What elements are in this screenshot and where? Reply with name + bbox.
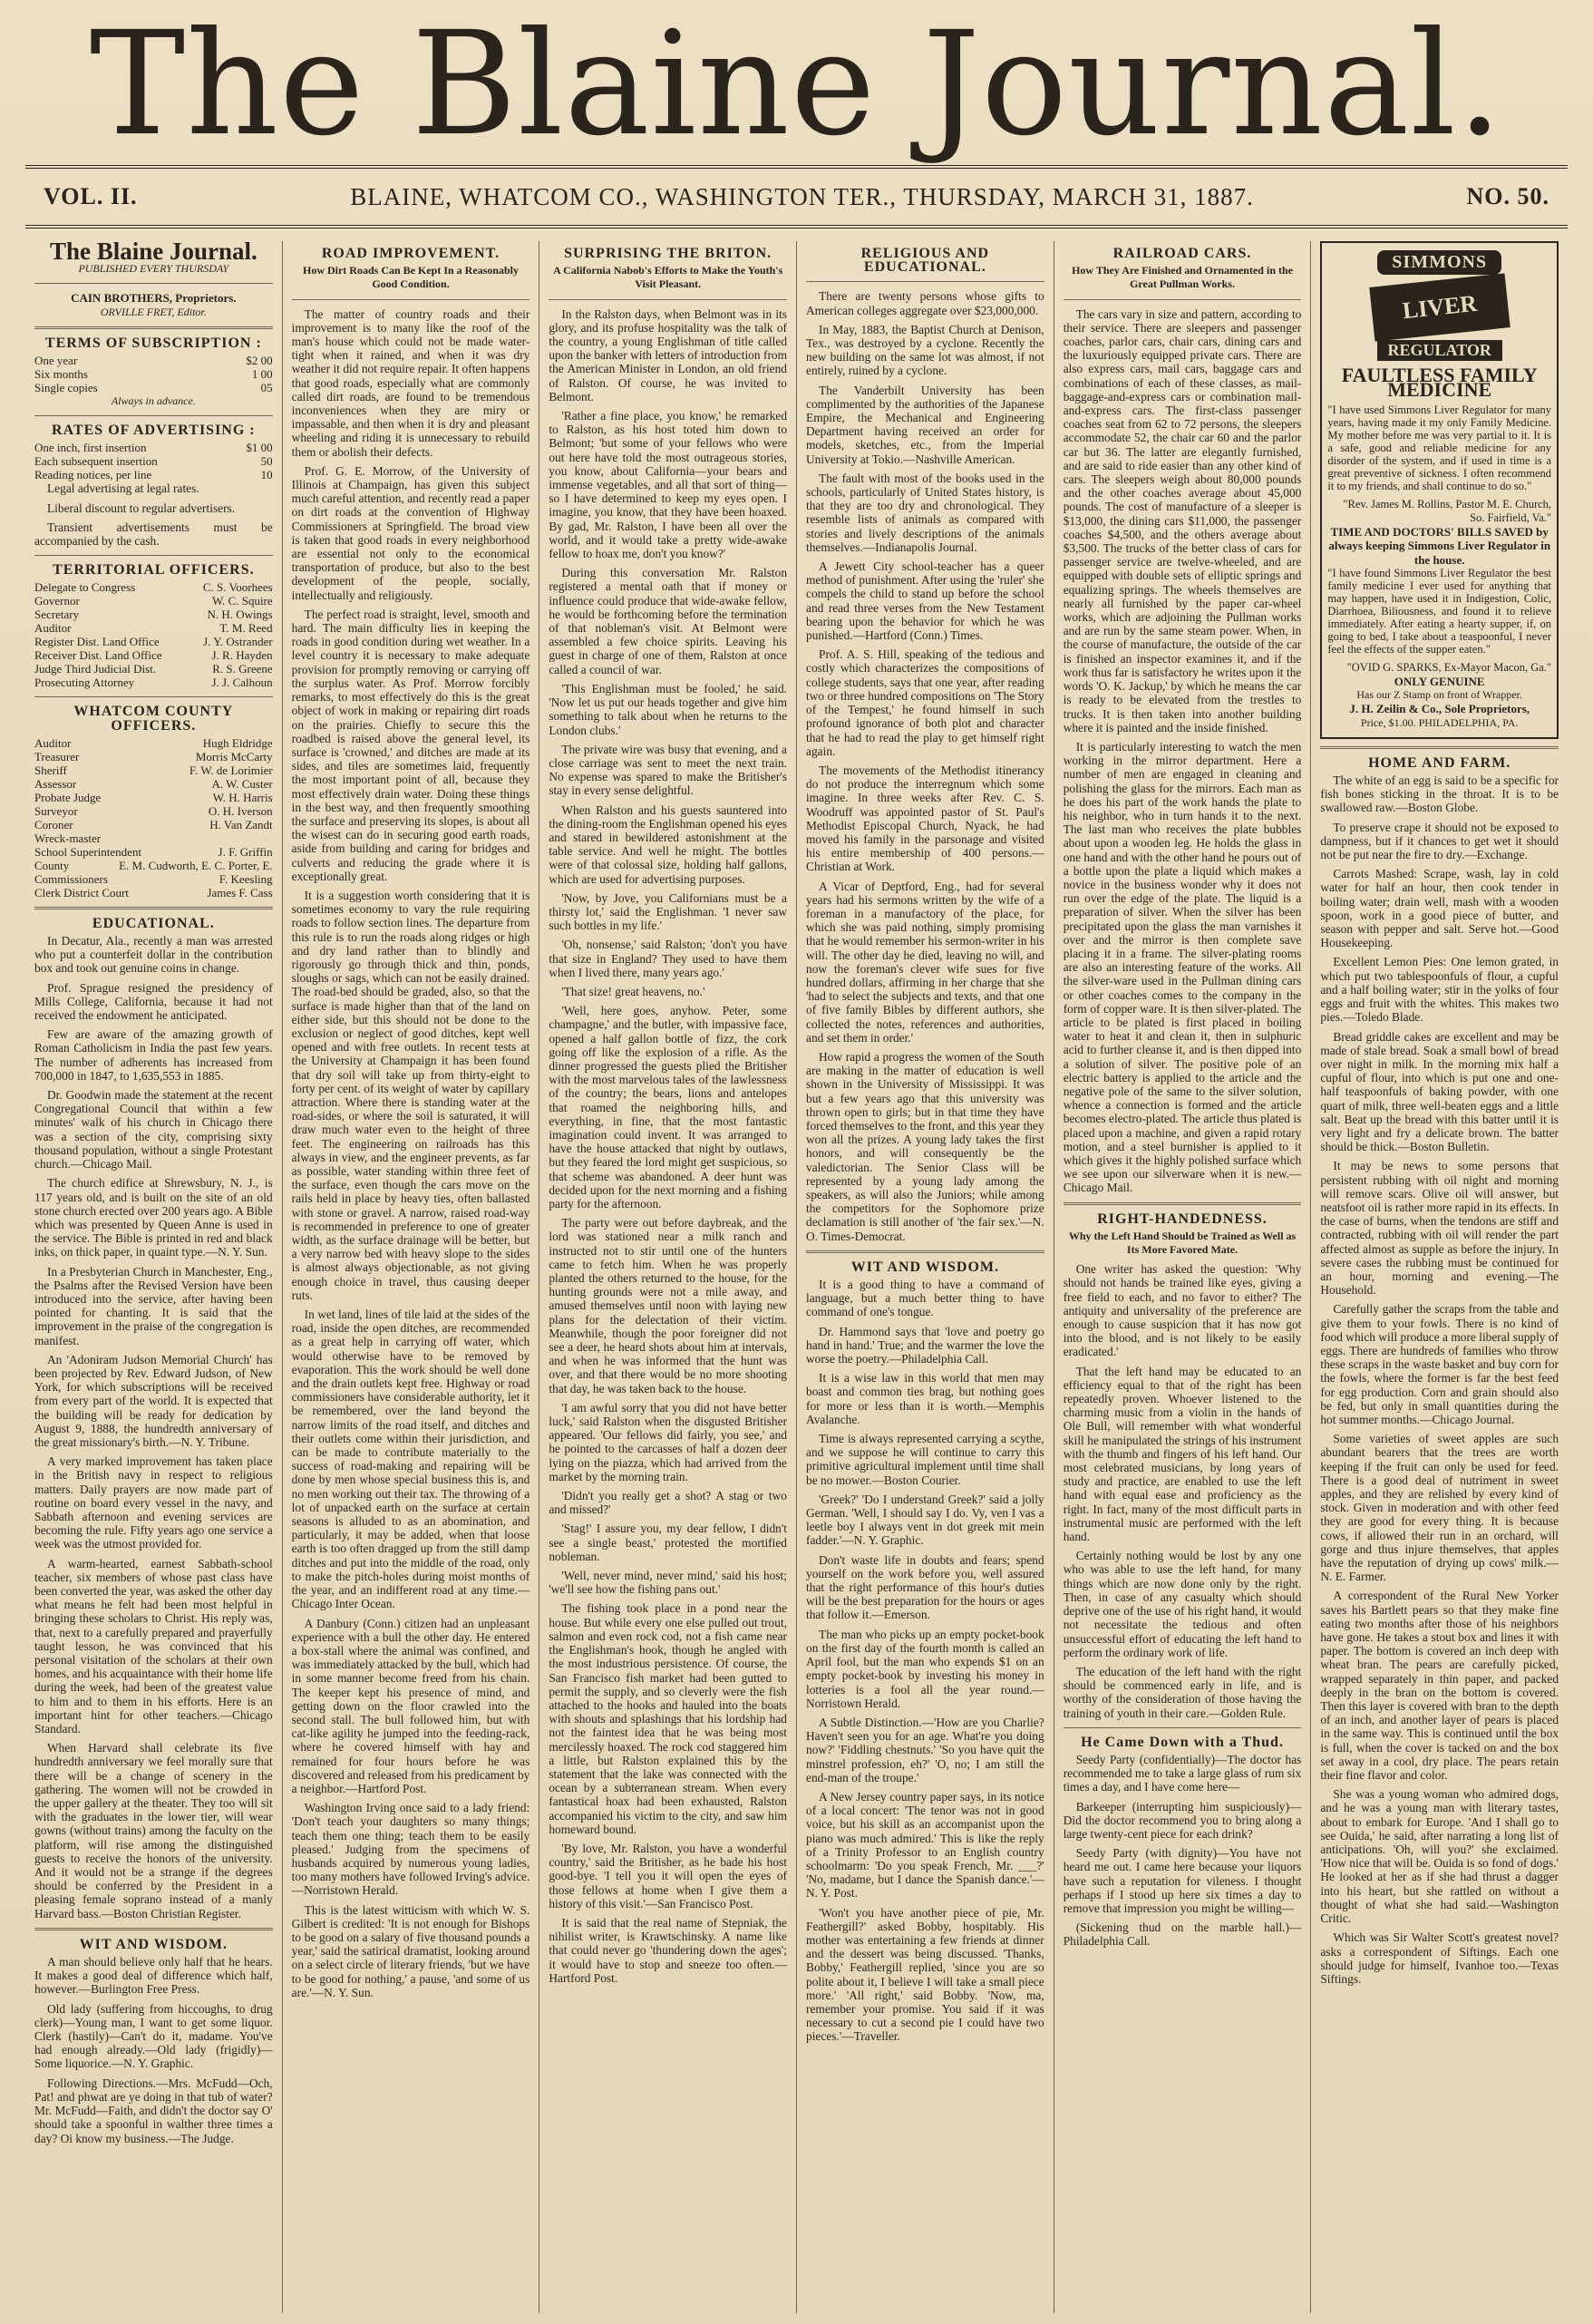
county-officer-label: County Commissioners xyxy=(34,858,108,886)
rates-row xyxy=(34,441,273,454)
editor: ORVILLE FRET, Editor. xyxy=(100,305,207,318)
road-subheading: How Dirt Roads Can Be Kept In a Reasonably Good Condition. xyxy=(302,264,520,291)
educational-item: A very marked improvement has taken place in the British navy in respect to religious matters. Daily prayers are now made part of routine on board every vessel in the navy, and Sabbath afternoon and evening services are becoming the rule. Fifty years ago one service a week was the utmost provided for. xyxy=(34,1454,273,1551)
county-officer xyxy=(34,818,273,831)
territorial-heading: TERRITORIAL OFFICERS. xyxy=(53,562,255,579)
ad-time-heading: TIME AND DOCTORS' BILLS SAVED by always keeping Simmons Liver Regulator in the house. xyxy=(1328,525,1551,567)
county-officer-label: Coroner xyxy=(34,817,73,831)
ad-regulator: REGULATOR xyxy=(1377,340,1502,361)
briton-paragraph: 'Now, by Jove, you Californians must be a thirsty lot,' said the Englishman. 'I never saw such bottles in my life.' xyxy=(549,890,788,933)
religious-item: The fault with most of the books used in the schools, particularly of United States history, is that they are too dry and chronological. They resemble lists of animals as compared with stories and lively descriptions of the animals themselves.—Indianapolis Journal. xyxy=(806,471,1044,554)
home-farm-item: It may be news to some persons that persistent rubbing with oil night and morning will remove scars. Olive oil will answer, but neatsfoot oil is rather more rapid in its effects. In the case of burns, when the tendons are stiff and contracted, rubbing with oil will render the part affected almost as supple as before the injury. In severe cases the rubbing must be continued for an hour, morning and evening.—The Household. xyxy=(1320,1159,1559,1298)
briton-paragraph: 'Rather a fine place, you know,' he remarked to Ralston, as his host toted him down to Belmont; 'but some of your fellows who were out here have told the most outrageous stories, you know, about California—your bears and immense vegetables, and all that sort of thing—so I have determined to keep my eyes open. I imagine, you know, that they have been hoaxed. By gad, Mr. Ralston, I have been all over the world, and it would take a pretty wide-awake fellow to hoax me, don't you know?' xyxy=(549,409,788,561)
column-3 xyxy=(539,241,797,2313)
home-farm-item: The white of an egg is said to be a specific for fish bones sticking in the throat. It is to be swallowed raw.—Boston Globe. xyxy=(1320,773,1559,815)
right-handedness-paragraph: Certainly nothing would be lost by any one who was able to use the left hand, for many things which are now done only by the right. Then, in case of any casualty which should deprive one of the use of his right hand, it would not necessitate the tedious and often unsuccessful effort of educating the left hand to perform the ordinary work of life. xyxy=(1063,1549,1302,1659)
ad-price: Price, $1.00. PHILADELPHIA, PA. xyxy=(1360,715,1519,729)
rates-list xyxy=(34,441,273,481)
territorial-officer-label: Delegate to Congress xyxy=(34,580,136,595)
column-4 xyxy=(797,241,1054,2313)
territorial-officer xyxy=(34,662,273,676)
terms-list xyxy=(34,354,273,394)
religious-item: A Vicar of Deptford, Eng., had for several years had his sermons written by the wife of a foreman in a manufactory of the place, for which she was paid nothing, simply promising that he would remember his sermon-writer in his will. The other day he died, leaving no will, and now the foreman's clever wife sues for five hundred dollars, affirming in her charge that she 'had to select the subjects and texts, and that one of five family Bibles by different authors, she collected the notes, references and authorities, and set them in order.' xyxy=(806,879,1044,1045)
educational-item: The church edifice at Shrewsbury, N. J., is 117 years old, and is built on the site of an old stone church erected over 200 years ago. A Bible which was presented by Queen Anne is used in the service. The Bible is printed in red and black inks, on thick paper, in quaint type.—N. Y. Sun. xyxy=(34,1176,273,1259)
terms-row-value: 1 00 xyxy=(251,367,273,382)
briton-subheading: A California Nabob's Efforts to Make the Youth's Visit Pleasant. xyxy=(553,264,783,291)
home-farm-item: Some varieties of sweet apples are such abundant bearers that the trees are worth keeping if the fruit can only be used for feed. There is a good deal of nutriment in sweet apples, and they are relished by every kind of stock. Given in moderation and with other feed they are good for every thing. It is because cows, if allowed their run in an orchard, will gorge and thus injure themselves, that apples have the reputation of drying up cows' milk.—N. E. Farmer. xyxy=(1320,1432,1559,1584)
briton-paragraph: 'Well, here goes, anyhow. Peter, some champagne,' and the butler, with impassive face, opened a half gallon bottle of fizz, the cork going off like the explosion of a rifle. As the dinner progressed the guests plied the Britisher with the most marvelous tales of the lawlessness of the country; the bears, lions and antelopes that roamed the neighboring hills, and everything, in fine, that the most fantastic imagination could invent. It was arranged to have the house attacked that night by outlaws, but they feared the lord might get suspicious, so that scheme was abandoned. A deer hunt was decided upon for the next morning and a fishing party for the afternoon. xyxy=(549,1004,788,1211)
county-officer-value: A. W. Custer xyxy=(211,776,273,791)
territorial-officer-value: W. C. Squire xyxy=(211,594,273,608)
ad-stamp: Has our Z Stamp on front of Wrapper. xyxy=(1356,688,1522,702)
territorial-officer xyxy=(34,676,273,689)
ad-maker: J. H. Zeilin & Co., Sole Proprietors, xyxy=(1349,702,1530,716)
territorial-officer-label: Receiver Dist. Land Office xyxy=(34,648,162,663)
educational-items xyxy=(34,934,273,1920)
columns xyxy=(25,241,1568,2313)
county-officer xyxy=(34,804,273,818)
county-officer xyxy=(34,763,273,777)
right-handedness-subheading: Why the Left Hand Should be Trained as Well as Its More Favored Mate. xyxy=(1068,1229,1297,1257)
county-officer-value: E. M. Cudworth, E. C. Porter, E. F. Keesling xyxy=(119,858,273,886)
home-farm-item: Carrots Mashed: Scrape, wash, lay in cold water for half an hour, then cook tender in boiling water; drain well, mash with a wooden spoon, work in a good piece of butter, and season with pepper and salt. Serve hot.—Good Housekeeping. xyxy=(1320,867,1559,950)
terms-note: Always in advance. xyxy=(111,394,196,408)
county-officer xyxy=(34,791,273,804)
county-officer-value: James F. Cass xyxy=(207,885,273,899)
educational-item: When Harvard shall celebrate its five hundredth anniversary we feel morally sure that there will be a change of scenery in the gathering. The women will not be crowded in the upper gallery at the theater. They too will sit with the graduates in the lower tier, will wear gowns (without trains) among the faculty on the platform, will rise among the distinguished guests to receive the honors of the university. And it would not be a strange if the degrees should be conferred by the President in a pleasing female soprano instead of a manly Harvard bass.—Boston Christian Register. xyxy=(34,1741,273,1920)
home-farm-item: Carefully gather the scraps from the table and give them to your fowls. There is no kind of food which will produce a more liberal supply of eggs. There are hundreds of families who throw these scraps in the waste basket and buy corn for the fowls, where the former is far the best feed for egg production. Corn and grain should also be fed, but only in small quantities during the hot summer months.—Chicago Journal. xyxy=(1320,1302,1559,1426)
rates-row-label: Reading notices, per line xyxy=(34,468,152,482)
county-officer-value: J. F. Griffin xyxy=(218,844,273,859)
terms-row-label: Six months xyxy=(34,367,88,382)
right-handedness-heading: RIGHT-HANDEDNESS. xyxy=(1097,1211,1268,1227)
wit-item: Time is always represented carrying a scythe, and we suppose he will continue to carry this primitive agricultural implement until time shall be no mower.—Boston Courier. xyxy=(806,1432,1044,1487)
rates-row-label: Each subsequent insertion xyxy=(34,454,158,469)
county-officer-value: W. H. Harris xyxy=(212,790,273,804)
wit-item: Following Directions.—Mrs. McFudd—Och, Pat! and phwat are ye doing in that tub of water? Mr. McFudd—Faith, and didn't the doctor say O' should take a spoonful in walther three times a day? Oi know my business.—The Judge. xyxy=(34,2076,273,2145)
county-officer-value: O. H. Iverson xyxy=(208,803,273,818)
county-officer xyxy=(34,859,273,886)
religious-item: A Jewett City school-teacher has a queer method of punishment. After using the 'ruler' she compels the child to stand up before the school and read three verses from the New Testament bearing upon the behavior for which he was punished.—Hartford (Conn.) Times. xyxy=(806,559,1044,643)
educational-heading: EDUCATIONAL. xyxy=(92,915,215,931)
territorial-officer-label: Register Dist. Land Office xyxy=(34,635,160,649)
terms-row-value: $2 00 xyxy=(246,354,273,368)
wit-heading-1: WIT AND WISDOM. xyxy=(79,1936,228,1952)
county-heading: WHATCOM COUNTY OFFICERS. xyxy=(73,704,234,734)
wit-item: It is a good thing to have a command of language, but a much better thing to have command of one's tongue. xyxy=(806,1278,1044,1319)
briton-paragraph: 'Stag!' I assure you, my dear fellow, I didn't see a single beast,' protested the mortified nobleman. xyxy=(549,1522,788,1563)
place-date: BLAINE, WHATCOM CO., WASHINGTON TER., THURSDAY, MARCH 31, 1887. xyxy=(350,182,1254,210)
territorial-officer-label: Governor xyxy=(34,594,80,608)
county-officer xyxy=(34,736,273,750)
county-officer xyxy=(34,845,273,859)
column-6 xyxy=(1311,241,1568,2313)
territorial-officer xyxy=(34,635,273,648)
territorial-officer xyxy=(34,621,273,635)
briton-paragraph: The party were out before daybreak, and the lord was stationed near a milk ranch and instructed not to stir until one of the hunters came to fetch him. When he was properly planted the others returned to the house, for the hunting grounds were not a mile away, and amused themselves until noon with laying new plans for the delectation of their victim. Meanwhile, though the poor foreigner did not see a deer, he heard shots about him at intervals, and when he was informed that the hunt was over, and that there would be no more shooting that day, he was taken back to the house. xyxy=(549,1216,788,1395)
religious-item: The Vanderbilt University has been complimented by the authorities of the Japanese Empire, the Mechanical and Engineering Department having received an order for models, sketches, etc., from the Imperial University at Tokio.—Nashville American. xyxy=(806,383,1044,466)
home-farm-item: To preserve crape it should not be exposed to dampness, but if it chances to get wet it should not be put near the fire to dry.—Exchange. xyxy=(1320,820,1559,862)
briton-paragraph: 'Oh, nonsense,' said Ralston; 'don't you have that size in England? They used to have them when I lived there, many years ago.' xyxy=(549,938,788,979)
religious-items xyxy=(806,289,1044,1242)
terms-row-value: 05 xyxy=(260,381,273,395)
territorial-officer-value: C. S. Voorhees xyxy=(202,580,273,595)
home-farm-item: Excellent Lemon Pies: One lemon grated, in which put two tablespoonfuls of flour, a cupful and a half boiling water; stir in the yolks of four eggs and fruit with the whites. This makes two pies.—Toledo Blade. xyxy=(1320,955,1559,1025)
county-officer-label: Auditor xyxy=(34,735,72,750)
educational-item: Few are aware of the amazing growth of Roman Catholicism in India the past few years. The number of adherents has increased from 700,000 in 1847, to 1,635,553 in 1885. xyxy=(34,1027,273,1083)
road-article xyxy=(292,307,530,1999)
briton-paragraph: 'This Englishman must be fooled,' he said. 'Now let us put our heads together and give him something to talk about when he returns to the London clubs.' xyxy=(549,681,788,737)
territorial-officer xyxy=(34,594,273,608)
right-handedness-paragraph: That the left hand may be educated to an efficiency equal to that of the right has been repeatedly proven. Whoever listened to the charming music from a violin in the hands of Ole Bull, will remember with what wonderful skill he manipulated the strings of his instrument with the thumb and fingers of his left hand. Our most celebrated musicians, by long years of study and practice, are enabled to use the left hand with equal ease and proficiency as the right. In fact, many of the most difficult parts in instrumental music are performed with the left hand. xyxy=(1063,1364,1302,1544)
territorial-officer xyxy=(34,648,273,662)
volume: VOL. II. xyxy=(44,183,138,209)
briton-paragraph: It is said that the real name of Stepniak, the nihilist writer, is Krawtschinsky. A name like that could never go 'thundering down the ages'; it would have to stop and sneeze too often.—Hartford Post. xyxy=(549,1915,788,1985)
county-officer-label: Wreck-master xyxy=(34,831,102,845)
home-farm-item: Bread griddle cakes are excellent and may be made of stale bread. Soak a small bowl of bread over night in milk. In the morning mix half a cupful of flour, into which is put one and one-half teaspoonfuls of baking powder, with one quart of milk, three well-beaten eggs and a little salt. Beat up the bread with this batter until it is very light and fry a delicate brown. The batter should be thick.—Boston Bulletin. xyxy=(1320,1029,1559,1154)
ad-testimonial-2: "I have found Simmons Liver Regulator the best family medicine I ever used for anything that may happen, have used it in Indigestion, Colic, Diarrhoea, Biliousness, and found it to relieve immediately. After eating a hearty supper, if, on going to bed, I take about a teaspoonful, I never feel the effects of the supper eaten." xyxy=(1327,566,1552,656)
educational-item: In Decatur, Ala., recently a man was arrested who put a counterfeit dollar in the contribution box and took out genuine coins in change. xyxy=(34,934,273,976)
wit-items-2 xyxy=(806,1278,1044,2044)
rates-row-value: $1 00 xyxy=(246,441,273,455)
territorial-officer-value: R. S. Greene xyxy=(212,662,273,676)
rates-notes xyxy=(34,481,273,548)
territorial-officer-label: Auditor xyxy=(34,621,72,636)
county-officer-label: Assessor xyxy=(34,776,77,791)
railroad-paragraph: It is particularly interesting to watch the men working in the mirror department. Here a number of men are engaged in cleaning and polishing the glass for the mirrors. Each man as he does his part of the work hands the plate to his neighbor, who in turn hands it to the next. The last man who receives the plate bubbles about upon a wooden leg. He holds the glass in one hand and with the other hand he pours out of a bottle upon the plate a liquid which makes a novice in the business wonder why it does not run over the edge of the plate. The liquid is a preparation of silver. When the silver has been precipitated upon the glass the man varnishes it over and the mirror is then complete save placing it in a frame. The silver-plating rooms are also an interesting feature of the works. All the silver-ware used in the Pullman dining cars or other coaches comes to the company in the form of copper ware. It is then silver-plated. The article to be plated is first placed in boiling water to heat it and clean it, then in sulphuric acid to further cleanse it, and is then dipped into a solution of silver. The positive pole of an electric battery is applied to the article and the negative pole of the same to the silver solution, whence a connection is formed and the article becomes electro-plated. The article thus plated is placed upon a machine, and given a rapid rotary motion, and a steel burnisher is applied to it which gives it the highly polished surface which we see upon our silverware when it is new.—Chicago Mail. xyxy=(1063,739,1302,1195)
county-officer-label: Clerk District Court xyxy=(34,885,129,899)
thud-article xyxy=(1064,1753,1302,1949)
ad-liver-logo: LIVER xyxy=(1369,274,1510,342)
county-officer-label: Sheriff xyxy=(34,763,67,777)
ad-tagline: FAULTLESS FAMILY MEDICINE xyxy=(1341,364,1538,401)
wit-item: 'Greek?' 'Do I understand Greek?' said a jolly German. 'Well, I should say I do. Vy, ven I vas a leetle boy I always vent in dot greek mit mein fadder.'—N. Y. Graphic. xyxy=(806,1492,1044,1548)
territorial-officer-value: T. M. Reed xyxy=(219,621,273,636)
railroad-article xyxy=(1064,307,1302,1195)
road-paragraph: Prof. G. E. Morrow, of the University of Illinois at Champaign, has given this subject much careful attention, and recently read a paper on dirt roads at the convention of Highway Commissioners at Springfield. The broad view is taken that good roads in every neighborhood are essential not only to the economical transportation of produce, but also to the best development of the people, socially, intellectually and religiously. xyxy=(291,463,530,602)
county-officer xyxy=(34,831,273,845)
ad-genuine: ONLY GENUINE xyxy=(1394,675,1485,689)
briton-paragraph: 'Didn't you really get a shot? A stag or two and missed?' xyxy=(549,1489,788,1517)
rates-row-value: 10 xyxy=(260,468,273,482)
ad-testimonial-1: "I have used Simmons Liver Regulator for many years, having made it my only Family Medicine. My mother before me was very partial to it. It is a safe, good and reliable medicine for any disorder of the system, and if used in time is a great preventive of sickness. I often recommend it to my friends, and shall continue to do so." xyxy=(1327,403,1552,492)
home-farm-item: Which was Sir Walter Scott's greatest novel? asks a correspondent of Siftings. Each one should judge for himself, Ivanhoe too.—Texas Siftings. xyxy=(1320,1930,1559,1986)
religious-item: How rapid a progress the women of the South are making in the matter of education is well shown in the University of Mississippi. It was but a few years ago that this university was thrown open to girls; but in that time they have forced themselves to the front, and this year they won all the prizes. A young lady takes the first honors, and will consequently be the valedictorian. The Senior Class will be represented by a young lady among the speakers, as will also the Juniors; while among the competitors for the Sophomore prize declamation is still another of 'the fair sex.'—N. O. Times-Democrat. xyxy=(806,1049,1044,1243)
road-paragraph: A Danbury (Conn.) citizen had an unpleasant experience with a bull the other day. He entered a box-stall where the animal was confined, and was immediately attacked by the bull, which had in some manner become freed from his chain. The keeper kept his presence of mind, and getting down on the floor crawled into the second stall. The bull followed him, but with cat-like agility he jumped into the feeding-rack, where he covered himself with hay and remained for four hours before he was discovered and released from his predicament by a neighbor.—Hartford Post. xyxy=(291,1616,530,1795)
briton-paragraph: The fishing took place in a pond near the house. But while every one else pulled out trout, salmon and even rock cod, not a fish came near the Englishman's hook, though he angled with the most industrious persistence. Of course, the San Francisco fish market had been gutted to permit the supply, and so cleverly were the fish attached to the hooks and hauled into the boats with shouts and splashings that his lordship had not the faintest idea that he was being most mercilessly hoaxed. The rock cod staggered him a little, but Ralston explained this by the statement that the lake was connected with the ocean by a subterranean stream. When every fantastical hoax had been exhausted, Ralston accompanied his victim to the city, and saw him homeward bound. xyxy=(549,1601,788,1836)
briton-heading: SURPRISING THE BRITON. xyxy=(564,246,772,261)
county-officer-label: School Superintendent xyxy=(34,844,142,859)
home-farm-items xyxy=(1320,773,1559,1986)
county-officer-value: F. W. de Lorimier xyxy=(189,763,273,777)
territorial-list xyxy=(34,580,273,689)
road-heading: ROAD IMPROVEMENT. xyxy=(321,246,500,261)
territorial-officer-value: J. Y. Ostrander xyxy=(203,635,273,649)
home-farm-item: A correspondent of the Rural New Yorker saves his Bartlett pears so that they make fine eating two months after those of his neighbors have gone. He takes a stout box and lines it with paper. The bottom is covered an inch deep with wheat bran. The pears are carefully picked, wrapped separately in thin paper, and packed deeply in the bran on the bottom is covered. Then this layer is covered with bran to the depth of an inch, and another layer of pears is placed in the same way. This is continued until the box is full, when the cover is tacked on and the box set away in a cool, dry place. The pears retain their fine flavor and color. xyxy=(1320,1589,1559,1783)
territorial-officer-value: J. J. Calhoun xyxy=(211,676,273,690)
educational-item: Dr. Goodwin made the statement at the recent Congregational Council that within a few minutes' walk of his church in Chicago there was a section of the city, comprising sixty thousand population, without a single Protestant church.—Chicago Mail. xyxy=(34,1088,273,1172)
wit-heading-2: WIT AND WISDOM. xyxy=(850,1259,1000,1275)
terms-row xyxy=(34,367,273,381)
terms-row-label: Single copies xyxy=(34,381,98,395)
religious-item: In May, 1883, the Baptist Church at Denison, Tex., was destroyed by a cyclone. Recently the new building on the same lot was almost, if not entirely, ruined by a cyclone. xyxy=(806,322,1044,378)
religious-item: The movements of the Methodist itinerancy do not produce the interregnum which some imagine. In three weeks after Rev. C. S. Woodruff was appointed pastor of St. Paul's Methodist Episcopal Church, Nyack, he had moved his family in the parsonage and visited his entire membership of 400 persons.—Christian at Work. xyxy=(806,763,1044,874)
masthead xyxy=(25,0,1568,168)
county-officer-value: Morris McCarty xyxy=(195,749,273,763)
ad-signature-2: "OVID G. SPARKS, Ex-Mayor Macon, Ga." xyxy=(1346,660,1552,674)
territorial-officer-label: Prosecuting Attorney xyxy=(34,676,135,690)
religious-item: Prof. A. S. Hill, speaking of the tedious and costly which characterizes the compositions of college students, says that one year, after reading two or three hundred compositions on 'The Story of the Tempest,' he found himself in such profound ignorance of both plot and character that he had to read the play to get himself right again. xyxy=(806,647,1044,758)
religious-heading: RELIGIOUS AND EDUCATIONAL. xyxy=(860,246,990,276)
territorial-officer xyxy=(34,608,273,621)
educational-item: Prof. Sprague resigned the presidency of Mills College, California, because it had not received the endowment he anticipated. xyxy=(34,980,273,1023)
right-handedness-paragraph: The education of the left hand with the right should be commenced early in life, and is worthy of the consideration of those having the training of youth in their care.—Golden Rule. xyxy=(1063,1664,1302,1720)
territorial-officer-label: Secretary xyxy=(34,608,80,622)
right-handedness-paragraph: One writer has asked the question: 'Why should not hands be trained like eyes, giving a free field to each, and no favor to either? The antiquity and universality of the preference are enough to cause suspicion that it has now got into the blood, and is not likely to be easily eradicated.' xyxy=(1063,1262,1302,1359)
briton-paragraph: 'By love, Mr. Ralston, you have a wonderful country,' said the Britisher, as he bade his host good-bye. 'I tell you it will open the eyes of those fellows at home when I give them a history of this visit.'—San Francisco Post. xyxy=(549,1841,788,1911)
rates-row-label: One inch, first insertion xyxy=(34,441,147,455)
county-officer-label: Probate Judge xyxy=(34,790,102,804)
county-officer-value: Hugh Eldridge xyxy=(202,735,273,750)
rates-row xyxy=(34,454,273,468)
column-2 xyxy=(283,241,540,2313)
county-officer xyxy=(34,886,273,899)
home-farm-item: She was a young woman who admired dogs, and he was a young man with literary tastes, about to embark for Europe. 'And I shall go to see Ouida,' he said, after narrating a long list of anticipations. 'Oh, will you?' she exclaimed. 'How nice that will be. Ouida is so fond of dogs.' He looked at her as if she had thrust a dagger into his heart, but she rattled on without a thought of what she had said.—Washington Critic. xyxy=(1320,1787,1559,1926)
territorial-officer xyxy=(34,580,273,594)
railroad-subheading: How They Are Finished and Ornamented in the Great Pullman Works. xyxy=(1072,264,1293,291)
wit-item: Don't waste life in doubts and fears; spend yourself on the work before you, well assured that the right performance of this hour's duties will be the best preparation for the hours or ages that follow it.—Emerson. xyxy=(806,1552,1044,1622)
thud-heading: He Came Down with a Thud. xyxy=(1081,1734,1284,1750)
road-paragraph: It is a suggestion worth considering that it is sometimes economy to vary the rule requiring roads to follow section lines. The departure from this rule is to run the roads along ridges or high and dry land rather than to blindly and rigorously go through thick and thin, ponds, sloughs or sags, which can not be easily drained. The road-bed should be graded, also, so that the surface is made higher than that of the land on either side, but this should not be done to the exclusion or neglect of good ditches, kept well opened and with free outlets. In recent tests at the University at Champaign it has been found that dry soil will take up from thirty-eight to forty per cent. of its weight of water by capillary attraction. Where there is standing water at the road-sides, or where the soil is saturated, it will draw much water even to the height of three feet. The engineering on railroads has this always in view, and the engineer prevents, as far as possible, water standing within three feet of the surface, even though the cars move on the rails held in place by heavy ties, often ballasted with stone or gravel. A narrow, raised road-way is recommended in preference to one of greater width, as the surface drainage will be better, but a very narrow bed with heavy slope to the sides is almost always objectionable, as not giving enough choice in travel, thus causing deeper ruts. xyxy=(291,888,530,1302)
county-officer-value: H. Van Zandt xyxy=(209,817,273,831)
briton-paragraph: During this conversation Mr. Ralston registered a mental oath that if money or influence could produce that wide-awake fellow, he would be forthcoming before the termination of that nobleman's visit. At Belmont were assembled a few choice spirits. Leaving his guest in charge of one of them, Ralston at once called a council of war. xyxy=(549,566,788,676)
county-list xyxy=(34,736,273,899)
wit-item: The man who picks up an empty pocket-book on the first day of the fourth month is called an April fool, but the man who expends $1 on an empty pocket-book by investing his money in lotteries is a fool all the year round.—Norristown Herald. xyxy=(806,1627,1044,1710)
thud-paragraph: (Sickening thud on the marble hall.)—Philadelphia Call. xyxy=(1063,1920,1302,1949)
railroad-paragraph: The cars vary in size and pattern, according to their service. There are sleepers and passenger coaches, parlor cars, chair cars, dining cars and the luxuriously equipped private cars. There are also express cars, mail cars, baggage cars and combinations of each of these classes, as mail-baggage-and-express cars or combination mail-and-express cars. The first-class passenger coaches seat from 62 to 72 persons, the sleepers accommodate 52, the chair car 60 and the parlor car but 36. The latter are elegantly furnished, and are said to ride easier than any other kind of cars. The sleepers weigh about 80,000 pounds and the other coaches average about 45,000 pounds. The cost of manufacture of a sleeper is $13,000, the dining cars $11,000, the passenger coaches $4,500, and the others average about $3,500. The trucks of the better class of cars for passenger service are twelve-wheeled, and are equipped with double sets of elliptic springs and equalizing springs. The wheels themselves are nearly all furnished by the paper car-wheel works, which are adjoining the Pullman works and are run by the same steam power. When, in the course of manufacture, the outside of the car is finished an inspector examines it, and if the work thus far is satisfactory he writes upon it the words 'O. K. Jackup,' by which he means the car is ready to be elevated from the trestles to trucks. It is then taken into another building where it is painted and the inside finished. xyxy=(1063,306,1302,734)
territorial-officer-value: J. R. Hayden xyxy=(211,648,273,663)
issue-number: NO. 50. xyxy=(1466,183,1549,209)
road-paragraph: Washington Irving once said to a lady friend: 'Don't teach your daughters so many things; teach them one thing; teach them to be easily pleased.' Judging from the specimens of husbands acquired by numerous young ladies, too many mothers have followed Irving's advice.—Norristown Herald. xyxy=(291,1801,530,1898)
briton-paragraph: When Ralston and his guests sauntered into the dining-room the Englishman opened his eyes and stared in bewildered astonishment at the table service. And well he might. The bottles were of that colossal size, holding half gallons, which are used for advertising purposes. xyxy=(549,802,788,886)
ad-signature-1: "Rev. James M. Rollins, Pastor M. E. Church, So. Fairfield, Va." xyxy=(1343,497,1552,525)
wit-item: A man should believe only half that he hears. It makes a good deal of difference which half, however.—Burlington Free Press. xyxy=(34,1955,273,1997)
railroad-heading: RAILROAD CARS. xyxy=(1112,246,1252,261)
county-officer xyxy=(34,750,273,763)
newspaper-title: The Blaine Journal. xyxy=(89,1,1504,168)
wit-item: Old lady (suffering from hiccoughs, to drug clerk)—Young man, I want to get some liquor. Clerk (hastily)—Can't do it, madame. You've had enough already.—Old lady (frigidly)—Some liquorice.—N. Y. Graphic. xyxy=(34,2001,273,2071)
road-paragraph: In wet land, lines of tile laid at the sides of the road, inside the open ditches, are recommended as a great help in carrying off water, which would otherwise have to be removed by evaporation. This the work should be well done and the drain outlets kept free. Highway or road commissioners have considerable authority, let it be remembered, over the land beyond the narrow limits of the road itself, and ditches and their outlets come within their jurisdiction, and can be made to contribute materially to the success of road-making and repairing will be done by men whose special business this is, and no men working out their tax. The throwing of a lot of unpacked earth on the surface at certain seasons is alluded to as an abomination, and particularly, it may be added, when that loose earth is too often dragged up from the still damp ditches and put into the middle of the road, only to make the pitch-holes during moist months of the year, and an indifferent road at any time.—Chicago Inter Ocean. xyxy=(291,1308,530,1611)
rates-row-value: 50 xyxy=(260,454,273,469)
religious-item: There are twenty persons whose gifts to American colleges aggregate over $23,000,000. xyxy=(806,289,1044,317)
wit-item: It is a wise law in this world that men may boast and common ties brag, but nothing goes for more or less than it is worth.—Memphis Avalanche. xyxy=(806,1371,1044,1426)
briton-paragraph: 'Well, never mind, never mind,' said his host; 'we'll see how the fishing pans out.' xyxy=(549,1569,788,1597)
wit-item: A Subtle Distinction.—'How are you Charlie? Haven't seen you for an age. What're you doing now?' 'Fiddling chestnuts.' 'So you have quit the minstrel profession, eh?' 'O, no; I am still the end-man of the troupe.' xyxy=(806,1715,1044,1784)
briton-article xyxy=(549,307,787,1985)
thud-paragraph: Seedy Party (with dignity)—You have not heard me out. I came here because your liquors have such a reputation for vileness. I thought perhaps if I stood up here six times a day to remove that impression you might be willing— xyxy=(1063,1846,1302,1915)
rates-row xyxy=(34,468,273,481)
county-officer-label: Treasurer xyxy=(34,749,80,763)
column-5 xyxy=(1054,241,1312,2313)
thud-paragraph: Barkeeper (interrupting him suspiciously)—Did the doctor recommend you to bring along a large twenty-cent piece for each drink? xyxy=(1063,1799,1302,1841)
wit-item: Dr. Hammond says that 'love and poetry go hand in hand.' True; and the warmer the love the worse the poetry.—Philadelphia Call. xyxy=(806,1324,1044,1366)
proprietors: CAIN BROTHERS, Proprietors. xyxy=(71,291,237,306)
road-paragraph: The perfect road is straight, level, smooth and hard. The main difficulty lies in keeping the roads in good condition during wet weather. In a level country it is necessary to make adequate provision for promptly removing or carrying off the surplus water. As Prof. Morrow forcibly remarks, to most effectively do this is the great object of work in making or repairing dirt roads on the prairies. Chiefly to secure this the roadbed is raised above the general level, its surface is 'crowned,' and ditches are made at its sides, and tiles are sometimes laid, frequently the most important point of all, because they most effectively drain water. Doing these things in the best way, and then frequently smoothing the surface and preserving its slopes, is about all the wisest can do in securing good earth roads, aside from building and caring for bridges and culverts and reducing the grade where it is exceptionally great. xyxy=(291,607,530,883)
terms-row xyxy=(34,354,273,367)
briton-paragraph: 'That size! great heavens, no.' xyxy=(561,984,705,998)
simmons-advertisement xyxy=(1320,241,1559,739)
rates-note: Transient advertisements must be accompanied by the cash. xyxy=(34,520,273,549)
briton-paragraph: 'I am awful sorry that you did not have better luck,' said Ralston when the disgusted Britisher appeared. 'Our fellows did fairly, you see,' and he pointed to the carcasses of half a dozen deer lying on the piazza, which had arrived from the market by the morning train. xyxy=(549,1400,788,1483)
terms-heading: TERMS OF SUBSCRIPTION : xyxy=(44,335,262,351)
territorial-officer-label: Judge Third Judicial Dist. xyxy=(34,662,157,676)
home-farm-heading: HOME AND FARM. xyxy=(1368,754,1511,771)
educational-item: A warm-hearted, earnest Sabbath-school teacher, six members of whose past class have been converted the year, was asked the other day what means he felt had been most helpful in bringing these scholars to Christ. His reply was, that, next to a carefully prepared and prayerfully taught lesson, he was convinced that his personal visitation of the scholars at their own homes, and his acquaintance with their home life during the week, had been of the greatest value to him and to them in his efforts. Here is an important hint for other teachers.—Chicago Standard. xyxy=(34,1556,273,1736)
county-officer-label: Surveyor xyxy=(34,803,78,818)
wit-item: 'Won't you have another piece of pie, Mr. Feathergill?' asked Bobby, hospitably. His mother was entertaining a few friends at dinner and the dessert was being discussed. 'Thanks, Bobby,' Feathergill replied, 'since you are so polite about it, I believe I will take a small piece more.' 'All right,' said Bobby. 'Now, ma, remember your promise. You said if it was necessary to cut a second pie I could have two pieces.'—Traveller. xyxy=(806,1905,1044,2044)
road-paragraph: This is the latest witticism with which W. S. Gilbert is credited: 'It is not enough for Bishops to be good on a salary of five thousand pounds a year,' said the satirical dramatist, looking around on a select circle of literary friends, 'but we have to be good for nothing,' a pause, 'and some of us are.'—N. Y. Sun. xyxy=(291,1902,530,1999)
ad-brand: SIMMONS xyxy=(1377,250,1501,275)
dateline xyxy=(25,165,1568,229)
wit-item: A New Jersey country paper says, in its notice of a local concert: 'The tenor was not in good voice, but his skill as an accompanist upon the piano was much admired.' This is like the reply of a Trinity Professor to an English country schoolmarm: 'Do you speak French, Mr. ___?' 'No, madame, but I dance the Spanish dance.'—N. Y. Post. xyxy=(806,1789,1044,1901)
briton-paragraph: The private wire was busy that evening, and a close carriage was sent to meet the next train. No expense was spared to make the Britisher's stay in every sense delightful. xyxy=(549,742,788,798)
educational-item: An 'Adoniram Judson Memorial Church' has been projected by Rev. Edward Judson, of New York, for which subscriptions will be received from every part of the world. It is expected that the building will be ready for dedication by August 9, 1888, the hundredth anniversary of the great missionary's birth.—N. Y. Tribune. xyxy=(34,1352,273,1449)
column-1 xyxy=(25,241,283,2313)
right-handedness-article xyxy=(1064,1262,1302,1720)
wit-items-1 xyxy=(34,1955,273,2145)
briton-paragraph: In the Ralston days, when Belmont was in its glory, and its profuse hospitality was the talk of the country, a young Englishman of title called upon the banker with letters of introduction from the American Minister in London, an old friend of Ralston. Of course, he was invited to Belmont. xyxy=(549,306,788,404)
terms-row-label: One year xyxy=(34,354,78,368)
rates-heading: RATES OF ADVERTISING : xyxy=(52,423,256,439)
educational-item: In a Presbyterian Church in Manchester, Eng., the Psalms after the Revised Version have been introduced into the service, after having been pointed for chanting. It is said that the improvement in the praise of the congregation is manifest. xyxy=(34,1264,273,1347)
published-line: PUBLISHED EVERY THURSDAY xyxy=(78,262,229,276)
thud-paragraph: Seedy Party (confidentially)—The doctor has recommended me to take a large glass of rum six times a day, and I have come here— xyxy=(1063,1752,1302,1794)
territorial-officer-value: N. H. Owings xyxy=(207,608,273,622)
rates-note: Legal advertising at legal rates. xyxy=(47,481,199,496)
masthead-small: The Blaine Journal. xyxy=(49,241,257,265)
rates-note: Liberal discount to regular advertisers. xyxy=(47,501,236,515)
terms-row xyxy=(34,381,273,394)
road-paragraph: The matter of country roads and their improvement is to many like the roof of the man's house which could not be made water-tight when it rained, and when it was dry weather it did not require repair. It often happens that good roads, especially what are commonly called dirt roads, are found to be tremendous inconveniences when they are miry or impassable, and then when it is dry and pleasant wheeling and riding it is unnecessary to rebuild them or abolish their defects. xyxy=(291,306,530,459)
county-officer xyxy=(34,777,273,791)
